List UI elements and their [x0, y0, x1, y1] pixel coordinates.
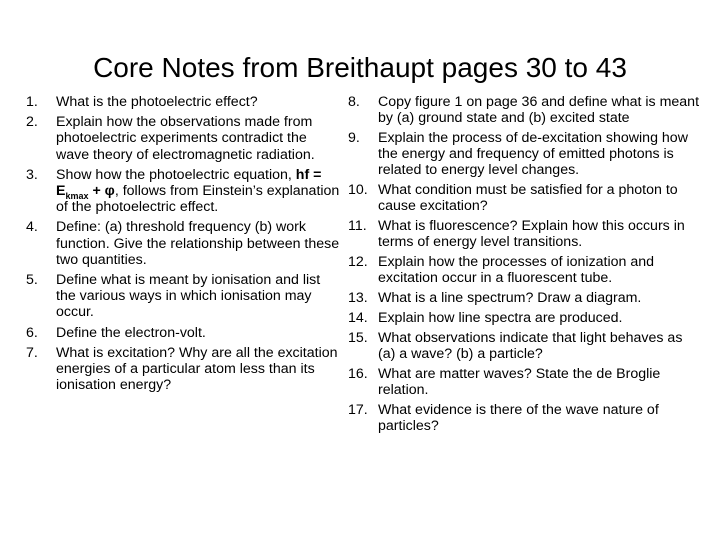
list-item — [348, 402, 700, 434]
item-text: Define what is meant by ionisation and list the various ways in which ionisation may occur. — [56, 272, 321, 321]
item-number: 6. — [26, 324, 38, 341]
list-item — [26, 345, 342, 394]
item-text: What observations indicate that light behaves as (a) a wave? (b) a particle? — [378, 329, 683, 362]
item-text: Show how the photoelectric equation, — [56, 166, 292, 183]
list-item — [348, 310, 700, 326]
item-number: 10. — [348, 182, 368, 199]
list-item — [26, 219, 342, 268]
item-number: 12. — [348, 254, 368, 271]
item-number: 11. — [348, 218, 367, 235]
item-number: 3. — [26, 166, 38, 183]
list-item — [348, 94, 700, 126]
question-list-right — [348, 94, 700, 438]
list-item — [348, 330, 700, 362]
list-item — [26, 272, 342, 321]
item-number: 13. — [348, 290, 368, 307]
list-item — [26, 94, 342, 110]
list-item — [348, 254, 700, 286]
item-number: 2. — [26, 114, 38, 131]
item-text: Explain how line spectra are produced. — [378, 310, 623, 326]
item-text: What is a line spectrum? Draw a diagram. — [378, 290, 642, 307]
list-item — [26, 325, 342, 341]
slide-title: Core Notes from Breithaupt pages 30 to 43 — [93, 52, 627, 83]
list-item — [348, 182, 700, 214]
item-number: 16. — [348, 365, 368, 382]
equation-rhs: + φ — [88, 183, 115, 200]
item-text: What is excitation? Why are all the excitation energies of a particular atom less than its ionisation energy? — [56, 344, 338, 394]
item-text: What evidence is there of the wave nature of particles? — [378, 401, 659, 434]
item-text-post: , follows from Einstein’s explanation of the photoelectric effect. — [56, 183, 340, 216]
item-text: Explain the process of de-excitation showing how the energy and frequency of emitted photons is related to energy level changes. — [378, 130, 688, 179]
equation-subscript: kmax — [65, 190, 89, 201]
list-item — [348, 218, 700, 250]
item-text: What condition must be satisfied for a photon to cause excitation? — [378, 182, 678, 215]
item-number: 7. — [26, 344, 38, 361]
equation-lhs: hf = E — [56, 166, 322, 200]
list-item — [26, 167, 342, 216]
list-item — [348, 366, 700, 398]
item-number: 1. — [26, 94, 38, 110]
item-text: What is the photoelectric effect? — [56, 94, 258, 110]
item-number: 15. — [348, 329, 368, 346]
item-text: Define the electron-volt. — [56, 324, 206, 341]
item-text: What are matter waves? State the de Broglie relation. — [378, 365, 661, 398]
item-text: Explain how the processes of ionization and excitation occur in a fluorescent tube. — [378, 254, 655, 287]
item-number: 17. — [348, 401, 368, 418]
question-list-left — [26, 94, 342, 397]
list-item — [348, 290, 700, 306]
list-item — [348, 130, 700, 179]
item-number: 5. — [26, 272, 38, 289]
item-text: What is fluorescence? Explain how this occurs in terms of energy level transitions. — [378, 218, 685, 251]
item-number: 4. — [26, 219, 38, 236]
item-number: 14. — [348, 310, 368, 326]
list-item — [26, 114, 342, 163]
item-number: 8. — [348, 94, 360, 110]
item-text: Define: (a) threshold frequency (b) work function. Give the relationship between these two quantities. — [56, 219, 340, 268]
item-number: 9. — [348, 130, 360, 146]
item-text: Copy figure 1 on page 36 and define what is meant by (a) ground state and (b) excited state — [378, 94, 700, 127]
item-text: Explain how the observations made from photoelectric experiments contradict the wave theory of electromagnetic radiation. — [56, 114, 315, 163]
